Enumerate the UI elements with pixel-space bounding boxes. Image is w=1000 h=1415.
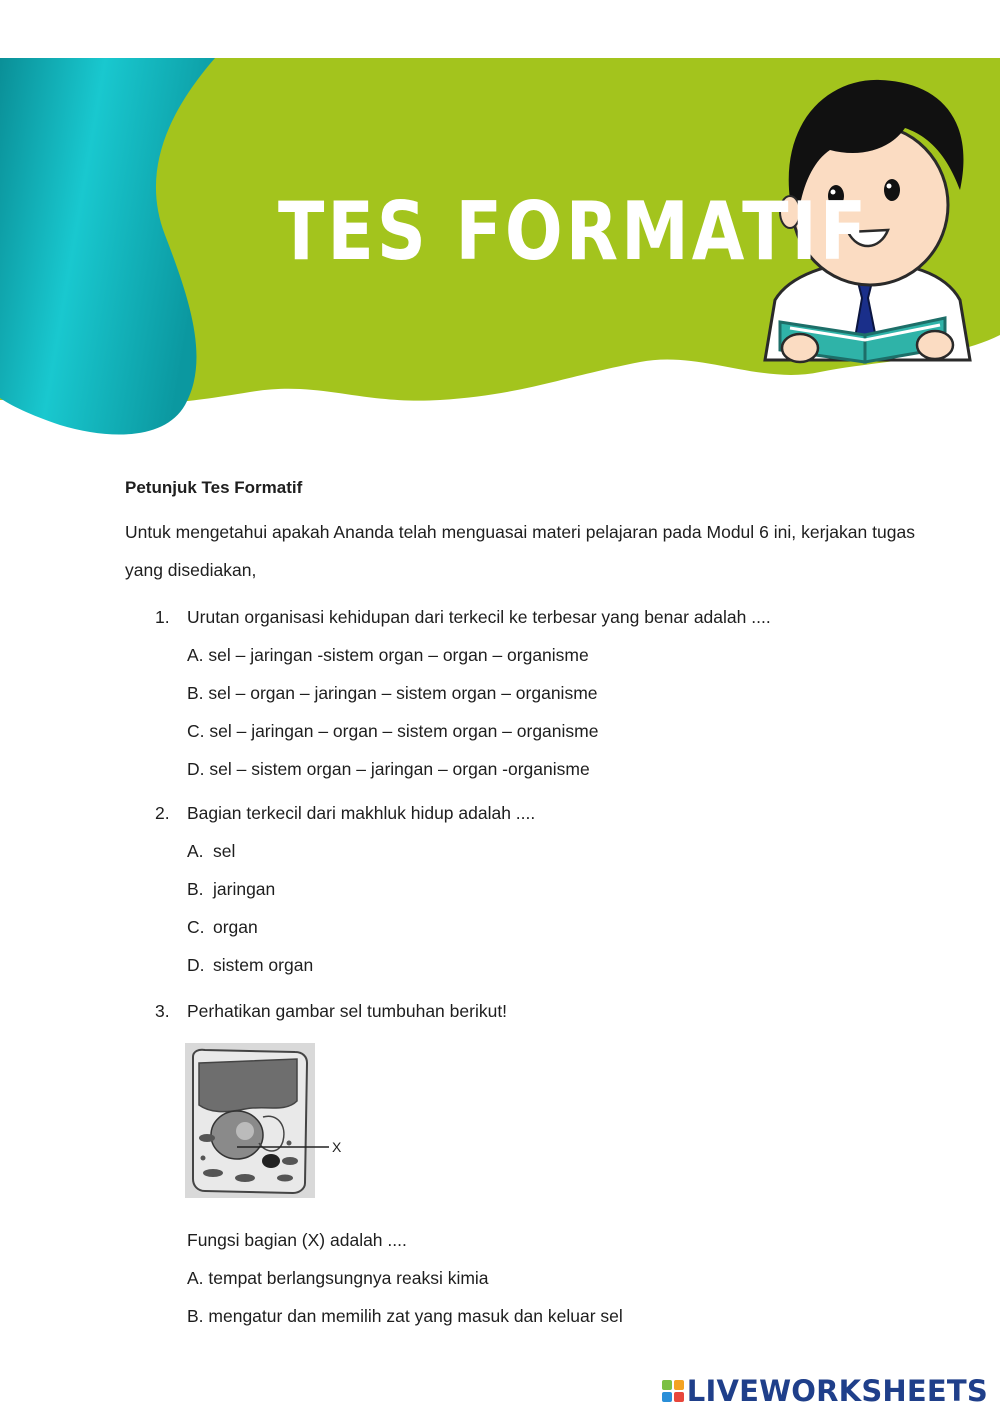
option-letter: D.: [187, 955, 205, 975]
answer-option[interactable]: B. sel – organ – jaringan – sistem organ – organisme: [187, 683, 598, 703]
question-3: [125, 999, 915, 1328]
answer-option[interactable]: D. sel – sistem organ – jaringan – organ -organisme: [187, 759, 590, 779]
option-letter: C.: [187, 917, 205, 937]
option-letter: A.: [187, 841, 204, 861]
question-stem: Urutan organisasi kehidupan dari terkecil ke terbesar yang benar adalah ....: [187, 607, 771, 627]
question-stem: Perhatikan gambar sel tumbuhan berikut!: [187, 1001, 508, 1021]
option-text: organ: [213, 917, 258, 937]
banner-title: TES FORMATIF: [278, 186, 870, 280]
question-2: [125, 801, 915, 977]
question-number: 1.: [155, 607, 170, 627]
question-stem: Bagian terkecil dari makhluk hidup adalah ....: [187, 803, 536, 823]
instructions-heading: Petunjuk Tes Formatif: [125, 478, 303, 497]
answer-option[interactable]: [187, 953, 915, 977]
option-text: sel: [213, 841, 236, 861]
answer-option[interactable]: [187, 877, 915, 901]
option-text: jaringan: [213, 879, 276, 899]
figure-label-x: X: [332, 1139, 342, 1155]
question-number: 2.: [155, 803, 170, 823]
answer-option[interactable]: A. sel – jaringan -sistem organ – organ – organisme: [187, 645, 589, 665]
answer-option[interactable]: [187, 915, 915, 939]
instructions-text: Untuk mengetahui apakah Ananda telah menguasai materi pelajaran pada Modul 6 ini, kerjakan tugas yang disediakan,: [125, 522, 915, 580]
footer-brand[interactable]: [662, 1374, 988, 1408]
option-text: sistem organ: [213, 955, 314, 975]
brand-name: LIVEWORKSHEETS: [686, 1374, 988, 1408]
liveworksheets-logo-icon: [662, 1380, 684, 1402]
question-number: 3.: [155, 1001, 170, 1021]
answer-option[interactable]: A. tempat berlangsungnya reaksi kimia: [187, 1268, 489, 1288]
answer-option[interactable]: [187, 839, 915, 863]
question-sub-stem: Fungsi bagian (X) adalah ....: [187, 1230, 407, 1250]
answer-option[interactable]: B. mengatur dan memilih zat yang masuk dan keluar sel: [187, 1306, 623, 1326]
plant-cell-figure: [185, 1043, 342, 1198]
answer-option[interactable]: C. sel – jaringan – organ – sistem organ – organisme: [187, 721, 599, 741]
option-letter: B.: [187, 879, 204, 899]
question-1: [125, 605, 915, 781]
worksheet-content: [125, 476, 915, 1328]
header-banner: [0, 0, 1000, 440]
